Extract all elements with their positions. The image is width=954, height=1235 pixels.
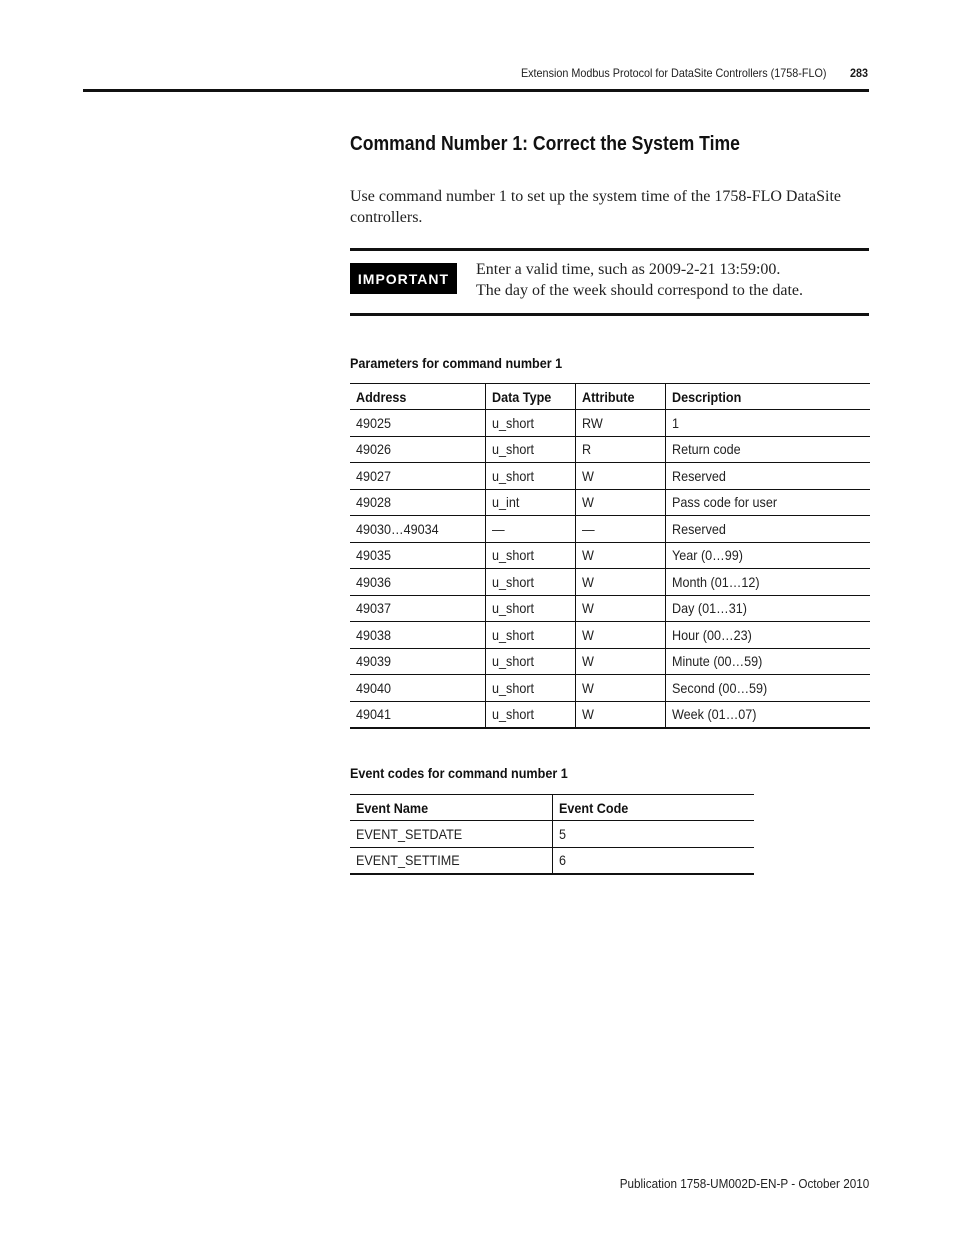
- table-cell: 49025: [350, 410, 485, 437]
- table-cell: W: [575, 648, 665, 675]
- parameters-table: [350, 383, 870, 729]
- header-event-code: Event Code: [552, 795, 754, 821]
- important-line-1: Enter a valid time, such as 2009-2-21 13:59:00.: [476, 261, 781, 278]
- table-cell: 49028: [350, 489, 485, 516]
- table-cell: W: [575, 542, 665, 569]
- section-title: Command Number 1: Correct the System Time: [350, 133, 740, 155]
- important-line-2: The day of the week should correspond to the date.: [476, 282, 804, 299]
- table-cell: u_short: [485, 436, 575, 463]
- table-cell: u_int: [485, 489, 575, 516]
- table-cell: 49040: [350, 675, 485, 702]
- table-row: [350, 821, 754, 848]
- table-cell: 1: [665, 410, 870, 437]
- table-cell: 49036: [350, 569, 485, 596]
- event-codes-table: [350, 794, 754, 875]
- table-row: [350, 847, 754, 874]
- table-row: [350, 489, 870, 516]
- table-row: [350, 622, 870, 649]
- header-data-type: Data Type: [485, 384, 575, 410]
- publication-footer: Publication 1758-UM002D-EN-P - October 2010: [619, 1176, 869, 1191]
- table-cell: W: [575, 489, 665, 516]
- table-cell: Month (01…12): [665, 569, 870, 596]
- table-cell: Pass code for user: [665, 489, 870, 516]
- table-cell: W: [575, 701, 665, 728]
- important-text: [476, 259, 803, 301]
- table-cell: 5: [552, 821, 754, 848]
- table-row: [350, 569, 870, 596]
- table-cell: u_short: [485, 569, 575, 596]
- table-cell: u_short: [485, 410, 575, 437]
- table-cell: 49027: [350, 463, 485, 490]
- table-row: [350, 410, 870, 437]
- table-row: [350, 648, 870, 675]
- running-header: Extension Modbus Protocol for DataSite Controllers (1758-FLO): [520, 66, 826, 80]
- table-cell: Return code: [665, 436, 870, 463]
- table-row: [350, 675, 870, 702]
- event-header-row: [350, 795, 754, 821]
- table-cell: Reserved: [665, 516, 870, 543]
- table-cell: W: [575, 463, 665, 490]
- table-cell: W: [575, 569, 665, 596]
- table-cell: u_short: [485, 648, 575, 675]
- table-cell: u_short: [485, 675, 575, 702]
- table-cell: u_short: [485, 542, 575, 569]
- table-cell: Hour (00…23): [665, 622, 870, 649]
- table-cell: 49026: [350, 436, 485, 463]
- table-cell: 49037: [350, 595, 485, 622]
- header-event-name: Event Name: [350, 795, 552, 821]
- table-cell: W: [575, 622, 665, 649]
- table-cell: RW: [575, 410, 665, 437]
- header-description: Description: [665, 384, 870, 410]
- table-cell: 49041: [350, 701, 485, 728]
- table-cell: Year (0…99): [665, 542, 870, 569]
- table-cell: Reserved: [665, 463, 870, 490]
- table-row: [350, 542, 870, 569]
- table-row: [350, 701, 870, 728]
- table-cell: —: [485, 516, 575, 543]
- table-cell: Minute (00…59): [665, 648, 870, 675]
- table-cell: —: [575, 516, 665, 543]
- table-row: [350, 463, 870, 490]
- important-callout: [350, 248, 869, 316]
- table-cell: u_short: [485, 595, 575, 622]
- table-cell: 49038: [350, 622, 485, 649]
- table-cell: u_short: [485, 701, 575, 728]
- table-cell: W: [575, 675, 665, 702]
- table-cell: u_short: [485, 622, 575, 649]
- table-row: [350, 436, 870, 463]
- header-attribute: Attribute: [575, 384, 665, 410]
- table-cell: EVENT_SETDATE: [350, 821, 552, 848]
- important-label: IMPORTANT: [350, 263, 457, 294]
- header-address: Address: [350, 384, 485, 410]
- intro-paragraph: Use command number 1 to set up the system time of the 1758-FLO DataSite controllers.: [350, 188, 842, 226]
- table-cell: R: [575, 436, 665, 463]
- table-cell: 49035: [350, 542, 485, 569]
- table-cell: Week (01…07): [665, 701, 870, 728]
- table-cell: u_short: [485, 463, 575, 490]
- table-cell: 49030…49034: [350, 516, 485, 543]
- table-cell: W: [575, 595, 665, 622]
- parameters-header-row: [350, 384, 870, 410]
- header-rule: [83, 89, 869, 92]
- event-table-caption: Event codes for command number 1: [350, 765, 568, 781]
- table-cell: Second (00…59): [665, 675, 870, 702]
- table-cell: 49039: [350, 648, 485, 675]
- table-row: [350, 595, 870, 622]
- parameters-table-caption: Parameters for command number 1: [350, 355, 563, 371]
- table-cell: EVENT_SETTIME: [350, 847, 552, 874]
- table-cell: 6: [552, 847, 754, 874]
- table-cell: Day (01…31): [665, 595, 870, 622]
- table-row: [350, 516, 870, 543]
- page-number: 283: [850, 66, 869, 80]
